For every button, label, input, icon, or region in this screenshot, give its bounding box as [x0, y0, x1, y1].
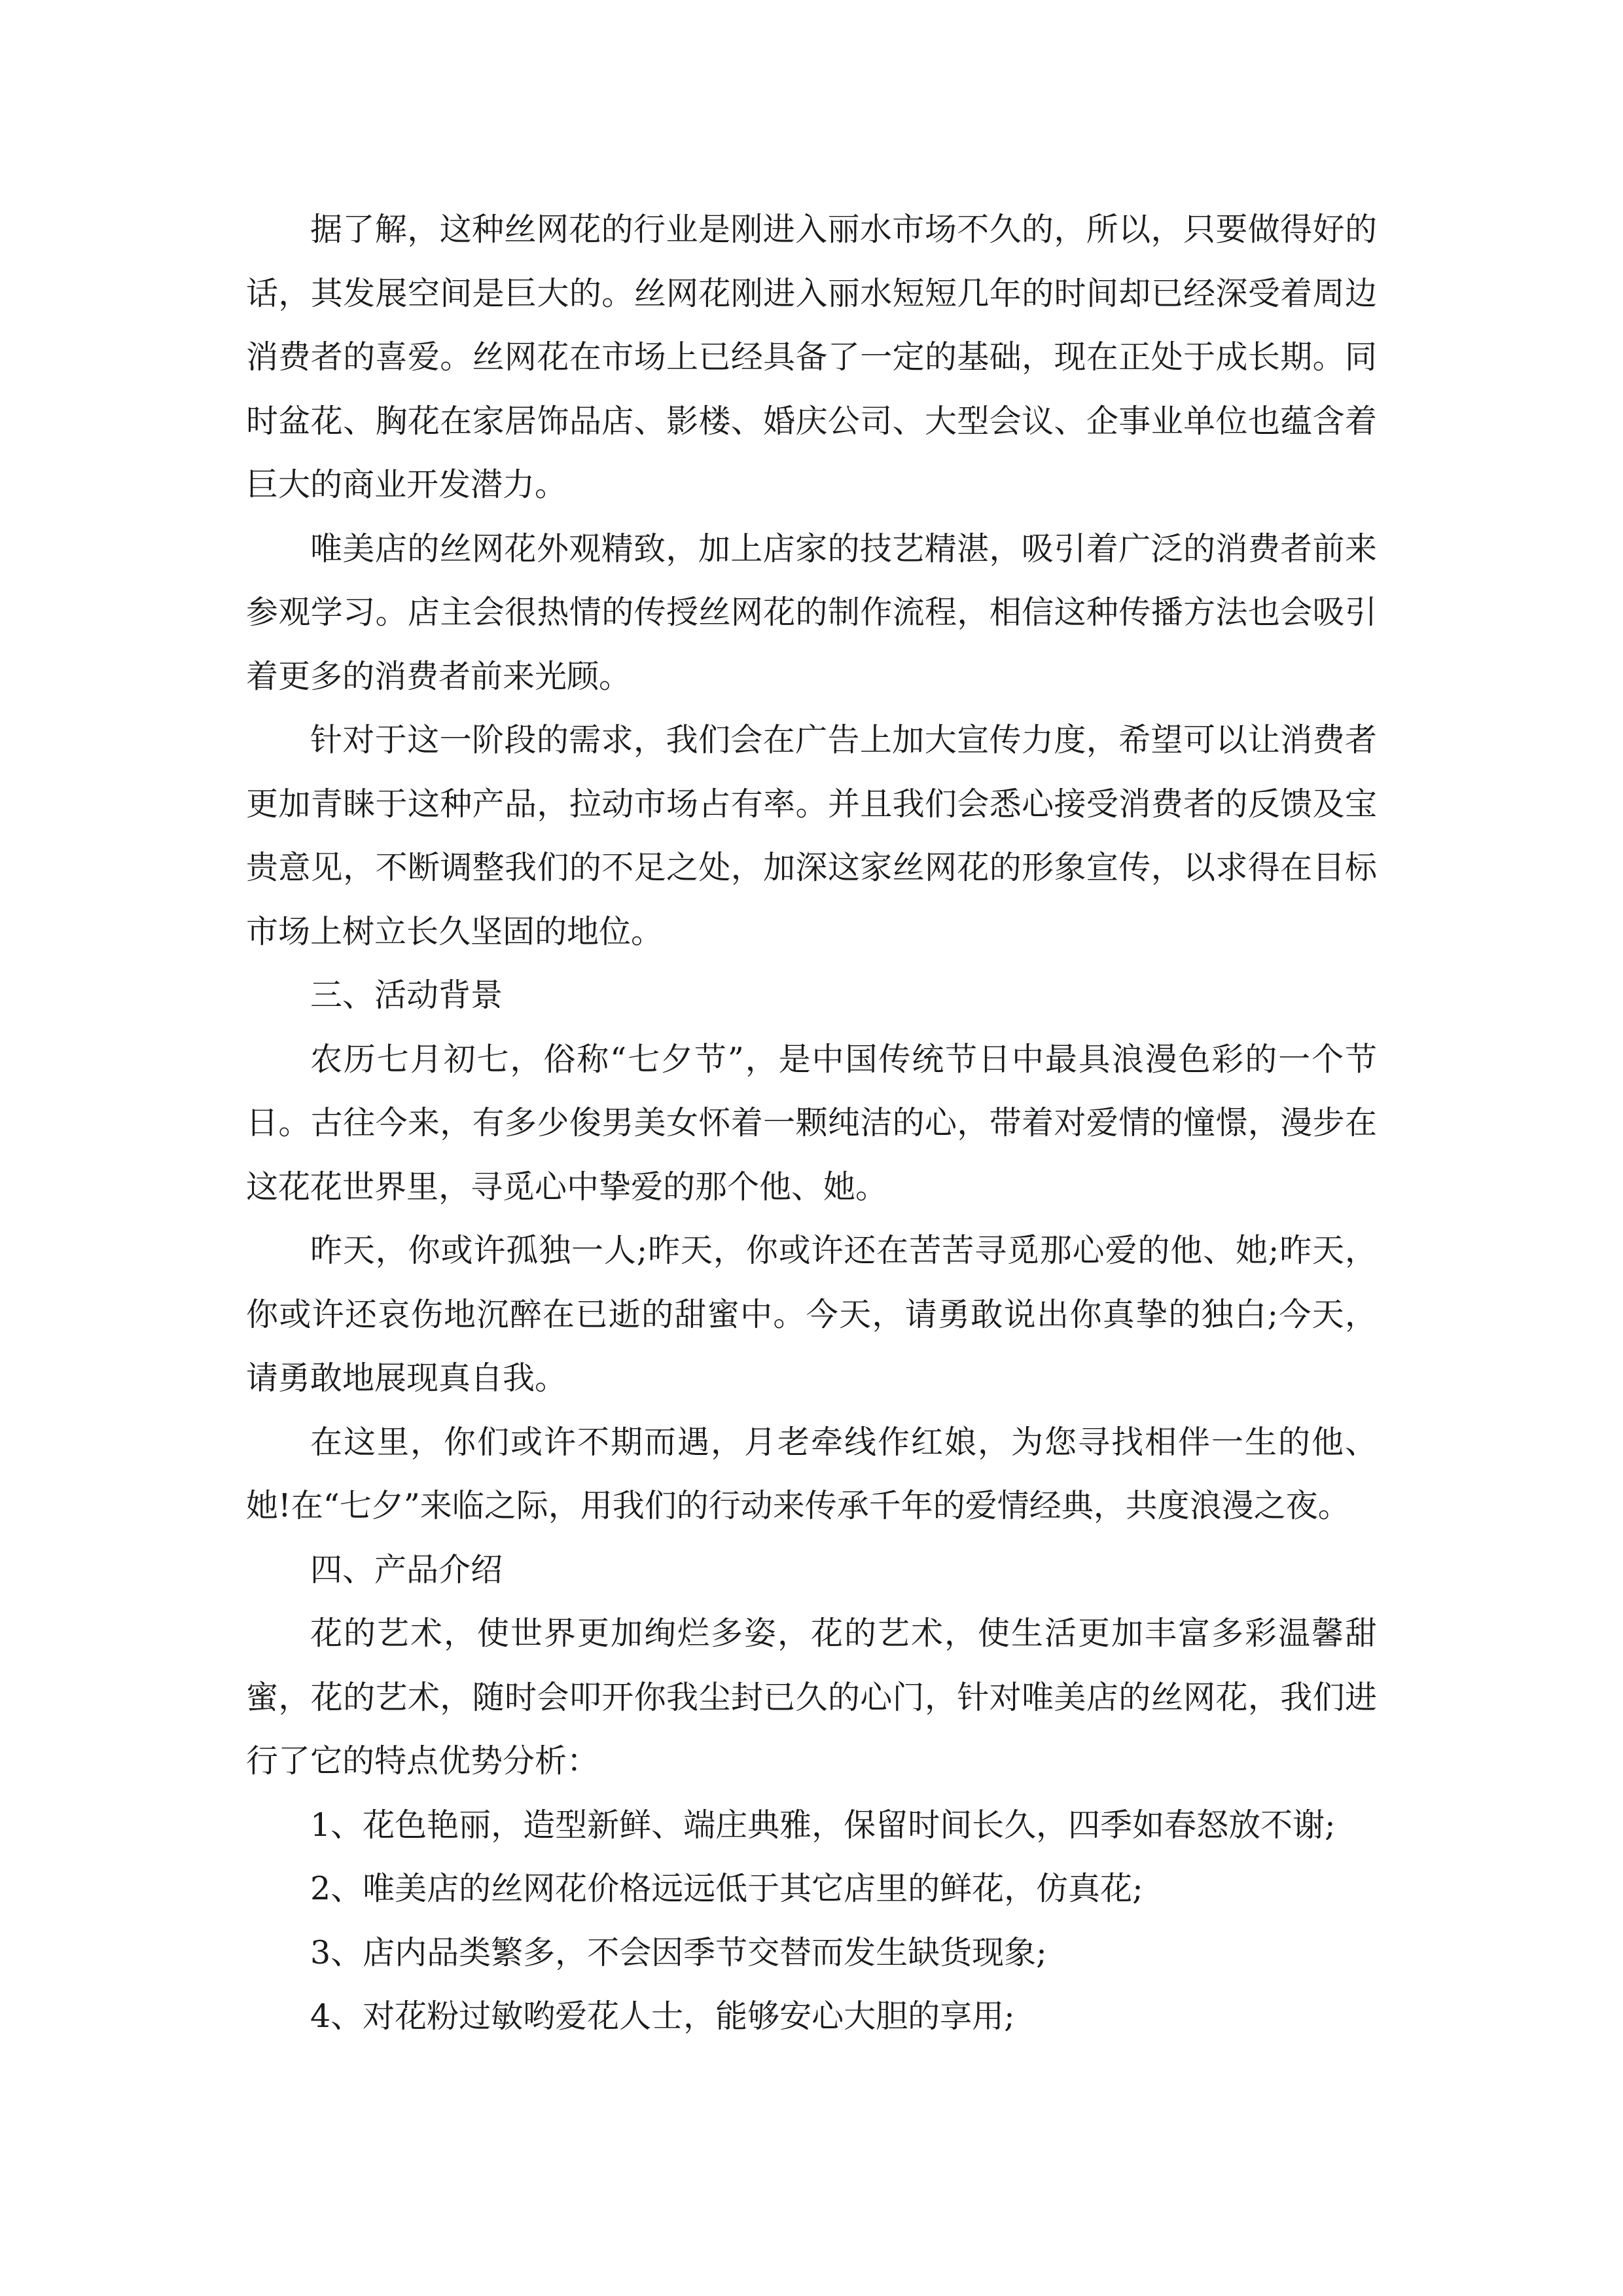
paragraph-promotion-plan: 针对于这一阶段的需求，我们会在广告上加大宣传力度，希望可以让消费者更加青睐于这种产品，拉动市场占有率。并且我们会悉心接受消费者的反馈及宝贵意见，不断调整我们的不足之处，加深这家丝网花的形象宣传，以求得在目标市场上树立长久坚固的地位。	[246, 721, 1377, 950]
paragraph-here-meet: 在这里，你们或许不期而遇，月老牵线作红娘，为您寻找相伴一生的他、她!在“七夕”来临之际，用我们的行动来传承千年的爱情经典，共度浪漫之夜。	[246, 1423, 1377, 1524]
list-item-3: 3、店内品类繁多，不会因季节交替而发生缺货现象;	[310, 1933, 1047, 1971]
list-item-4: 4、对花粉过敏哟爱花人士，能够安心大胆的享用;	[310, 1998, 1015, 2035]
paragraph-qixi-festival: 农历七月初七，俗称“七夕节”，是中国传统节日中最具浪漫色彩的一个节日。古往今来，有多少俊男美女怀着一颗纯洁的心，带着对爱情的憧憬，漫步在这花花世界里，寻觅心中挚爱的那个他、她。	[246, 1040, 1377, 1206]
list-item-1: 1、花色艳丽，造型新鲜、端庄典雅，保留时间长久，四季如春怒放不谢;	[310, 1806, 1336, 1844]
section-heading-product-intro: 四、产品介绍	[310, 1551, 503, 1588]
section-heading-activity-background: 三、活动背景	[310, 977, 503, 1014]
paragraph-art-of-flowers: 花的艺术，使世界更加绚烂多姿，花的艺术，使生活更加丰富多彩温馨甜蜜，花的艺术，随时会叩开你我尘封已久的心门，针对唯美店的丝网花，我们进行了它的特点优势分析：	[246, 1615, 1377, 1780]
paragraph-shop-craft: 唯美店的丝网花外观精致，加上店家的技艺精湛，吸引着广泛的消费者前来参观学习。店主会很热情的传授丝网花的制作流程，相信这种传播方法也会吸引着更多的消费者前来光顾。	[246, 529, 1377, 695]
list-item-2: 2、唯美店的丝网花价格远远低于其它店里的鲜花，仿真花;	[310, 1870, 1143, 1907]
paragraph-market-outlook: 据了解，这种丝网花的行业是刚进入丽水市场不久的，所以，只要做得好的话，其发展空间是巨大的。丝网花刚进入丽水短短几年的时间却已经深受着周边消费者的喜爱。丝网花在市场上已经具备了一定的基础，现在正处于成长期。同时盆花、胸花在家居饰品店、影楼、婚庆公司、大型会议、企事业单位也蕴含着巨大的商业开发潜力。	[246, 211, 1377, 503]
paragraph-yesterday-today: 昨天，你或许孤独一人;昨天，你或许还在苦苦寻觅那心爱的他、她;昨天，你或许还哀伤地沉醉在已逝的甜蜜中。今天，请勇敢说出你真挚的独白;今天，请勇敢地展现真自我。	[246, 1232, 1377, 1397]
document-page	[246, 198, 1377, 2049]
